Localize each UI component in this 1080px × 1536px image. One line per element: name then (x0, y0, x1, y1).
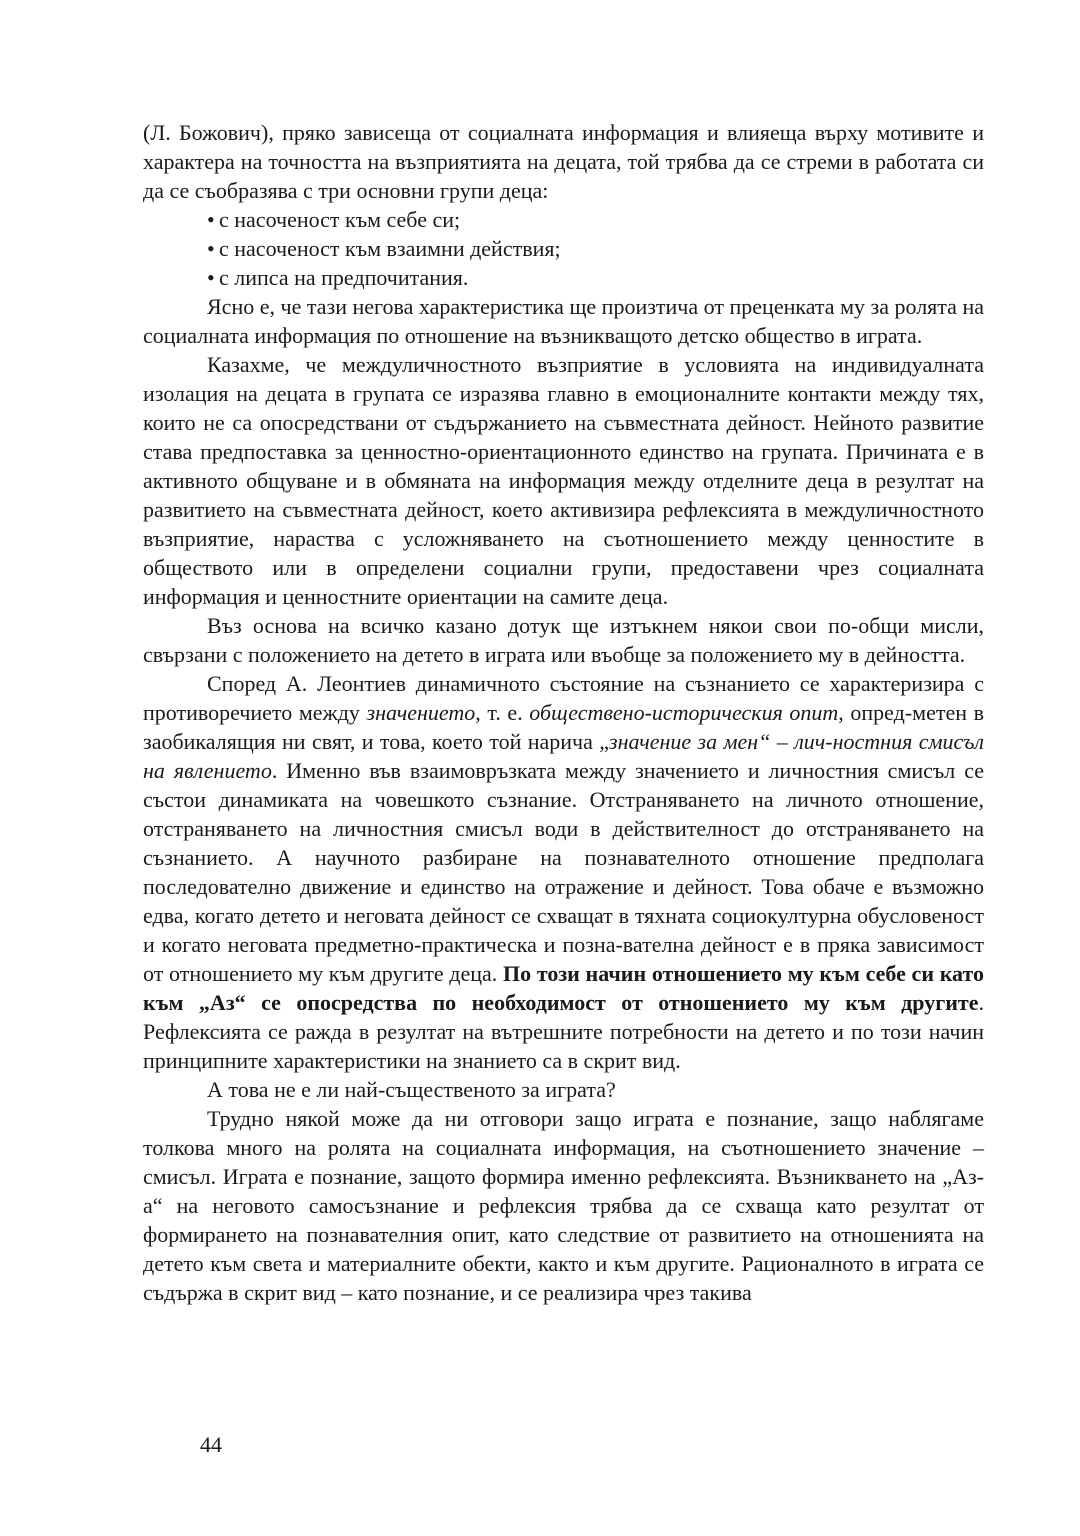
page-number: 44 (200, 1432, 222, 1457)
paragraph-leontiev (143, 669, 984, 1075)
bullet-icon: • (207, 207, 215, 232)
paragraph: Казахме, че междуличностното възприятие в условията на индивидуалната изолация на децата в групата се изразява главно в емоционалните контакти между тях, които не са опосредствани от съдържанието на съвместната дейност. Нейното развитие става предпоставка за ценностно-ориентационното единство на групата. Причината е в активното общуване и в обмяната на информация между отделните деца в резултат на развитието на съвместната дейност, което активизира рефлексията в междуличностното възприятие, нараства с усложняването на съотношението между ценностите в обществото или в определени социални групи, предоставени чрез социалната информация и ценностните ориентации на самите деца. (143, 352, 984, 609)
paragraph-question: А това не е ли най-същественото за играта? (207, 1077, 616, 1102)
bold-statement: По този начин отношението му към себе си като към „Аз“ се опосредства по необходимост от отношението му към другите (143, 961, 984, 1015)
bullet-item (143, 263, 984, 292)
bullet-icon: • (207, 236, 215, 261)
paragraph-continuation: (Л. Божович), пряко зависеща от социалната информация и влияеща върху мотивите и характера на точността на възприятията на децата, той трябва да се стреми в работата си да се съобразява с три основни групи деца: (143, 120, 984, 203)
bullet-text: с липса на предпочитания. (219, 265, 469, 290)
bullet-text: с насоченост към себе си; (219, 207, 461, 232)
paragraph: Трудно някой може да ни отговори защо играта е познание, защо наблягаме толкова много на ролята на социалната информация, на съотношението значение – смисъл. Играта е познание, защото формира именно рефлексията. Възникването на „Аз-а“ на неговото самосъзнание и рефлексия трябва да се схваща като резултат от формирането на познавателния опит, като следствие от развитието на отношенията на детето към света и материалните обекти, както и към другите. Рационалното в играта се съдържа в скрит вид – като познание, и се реализира чрез такива (143, 1106, 984, 1305)
bullet-text: с насоченост към взаимни действия; (219, 236, 561, 261)
text-run: Според А. Леонтиев динамичното състояние на съзнанието се характеризира с противоречието между (143, 671, 984, 725)
italic-term-experience: обществено-историческия опит (529, 700, 839, 725)
bullet-item (143, 205, 984, 234)
text-run: . Рефлексията се ражда в резултат на вътрешните потребности на детето и по този начин принципните характеристики на знанието са в скрит вид. (143, 990, 984, 1073)
body-text (143, 118, 984, 1307)
text-run: . Именно във взаимовръзката между значението и личностния смисъл се състои динамиката на човешкото съзнание. Отстраняването на личното отношение, отстраняването на личностния смисъл води в действителност до отстраняването на съзнанието. А научното разбиране на познавателното отношение предполага последователно движение и единство на отражение и дейност. Това обаче е възможно едва, когато детето и неговата дейност се схващат в тяхната социокултурна обусловеност и когато неговата предметно-практическа и позна-вателна дейност е в пряка зависимост от отношението му към другите деца. (143, 758, 985, 986)
text-run: , опред-метен в заобикалящия ни свят, и това, което той нарича „ (143, 700, 984, 754)
bullet-icon: • (207, 265, 215, 290)
bullet-item (143, 234, 984, 263)
text-run: , т. е. (475, 700, 530, 725)
italic-term-meaning: значението (366, 700, 476, 725)
paragraph: Ясно е, че тази негова характеристика ще произтича от преценката му за ролята на социалната информация по отношение на възникващото детско общество в играта. (143, 294, 984, 348)
italic-term-personal-sense: значение за мен“ – лич-ностния смисъл на явлението (143, 729, 984, 783)
paragraph: Въз основа на всичко казано дотук ще изтъкнем някои свои по-общи мисли, свързани с положението на детето в играта или въобще за положението му в дейността. (143, 613, 984, 667)
